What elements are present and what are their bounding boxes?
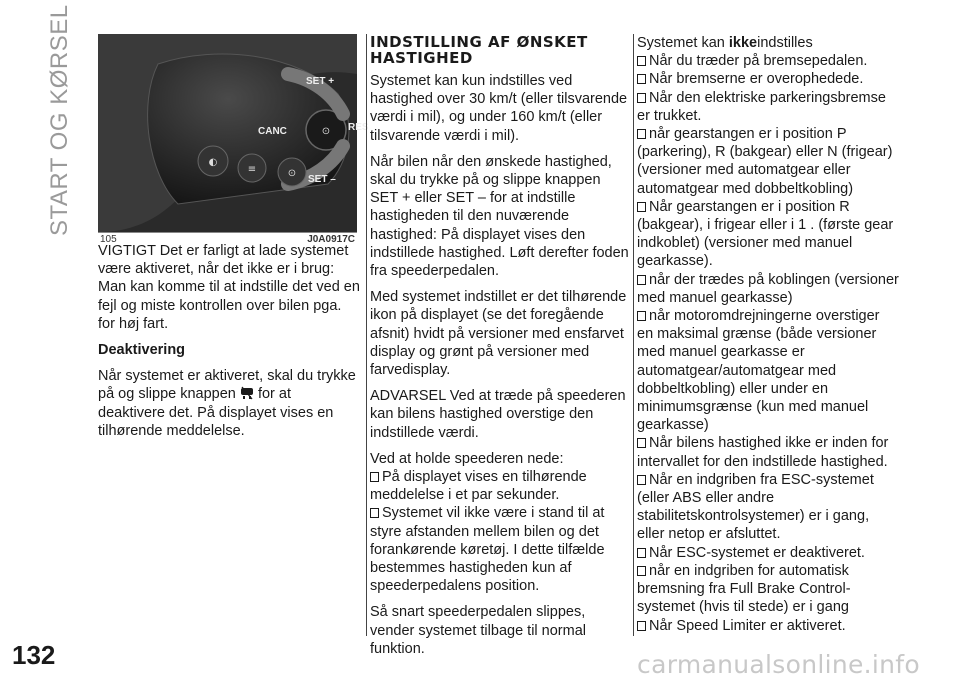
checkbox-bullet-icon xyxy=(637,475,646,485)
watermark: carmanualsonline.info xyxy=(637,650,920,679)
svg-text:⊙: ⊙ xyxy=(287,168,297,179)
paragraph-6: Så snart speederpedalen slippes, vender systemet tilbage til normal funktion. xyxy=(370,604,586,657)
list-item: Når den elektriske parkeringsbremse er trukket. xyxy=(637,89,886,124)
page-number: 132 xyxy=(12,640,56,670)
set-minus-label: SET – xyxy=(308,174,336,185)
column-divider-1 xyxy=(366,34,367,636)
res-label: RES xyxy=(348,122,369,133)
svg-text:◐: ◐ xyxy=(208,157,218,168)
list-item: Når bilens hastighed ikke er inden for intervallet for den indstillede hastighed. xyxy=(637,435,889,470)
checkbox-bullet-icon xyxy=(637,438,646,448)
list-item: Når gearstangen er i position R (bakgear), i frigear eller i 1 . (første gear indkoblet) (versioner med manuel gearkasse). xyxy=(637,198,894,270)
paragraph-4: ADVARSEL Ved at træde på speederen kan bilens hastighed overstige den indstillede værdi. xyxy=(370,388,626,441)
deactivation-heading: Deaktivering xyxy=(98,342,186,359)
list-item: når gearstangen er i position P (parkering), R (bakgear) eller N (frigear) (versioner med automatgear eller automatgear med dobbeltkobling) xyxy=(637,126,893,197)
checkbox-bullet-icon xyxy=(637,93,646,103)
checkbox-bullet-icon xyxy=(370,472,379,482)
steering-wheel-controls-figure xyxy=(98,34,369,232)
paragraph-2: Når bilen når den ønskede hastighed, skal du trykke på og slippe knappen SET + eller SET – for at indstille hastigheden til den nuværende hastighed: På displayet vises den indstillede hastighed. Løft derefter foden fra speederpedalen. xyxy=(370,153,629,280)
list-item: Når du træder på bremsepedalen. xyxy=(637,52,899,70)
paragraph-1: Systemet kan kun indstilles ved hastighed over 30 km/t (eller tilsvarende værdi i mil), og under 160 km/t (eller tilsvarende værdi i mil). xyxy=(370,73,628,144)
bullet-list xyxy=(370,468,632,595)
checkbox-bullet-icon xyxy=(637,311,646,321)
list-item: Når bremserne er overophedede. xyxy=(637,70,899,88)
list-item: Når Speed Limiter er aktiveret. xyxy=(637,617,899,635)
checkbox-bullet-icon xyxy=(637,548,646,558)
checkbox-bullet-icon xyxy=(637,202,646,212)
figure-number: 105 xyxy=(100,234,117,245)
list-item: Når en indgriben fra ESC-systemet (eller ABS eller andre stabilitetskontrolsystemer) er i gang, eller netop er afsluttet. xyxy=(637,471,874,543)
column-3 xyxy=(637,34,899,635)
intro-line: Systemet kan ikkeindstilles xyxy=(637,35,813,51)
checkbox-bullet-icon xyxy=(637,621,646,631)
svg-text:⊙: ⊙ xyxy=(321,126,331,137)
list-item: når der trædes på koblingen (versioner med manuel gearkasse) xyxy=(637,271,899,306)
checkbox-bullet-icon xyxy=(370,508,379,518)
column-divider-2 xyxy=(633,34,634,636)
paragraph-3: Med systemet indstillet er det tilhørende ikon på displayet (se det foregående afsnit) hvidt på versioner med ensfarvet display og grønt på versioner med farvedisplay. xyxy=(370,289,627,379)
list-item: når en indgriben for automatisk bremsning fra Full Brake Control-systemet (hvis til stede) er i gang xyxy=(637,562,851,616)
paragraph-5: Ved at holde speederen nede: xyxy=(370,450,564,467)
steering-wheel-illustration xyxy=(98,34,369,232)
checkbox-bullet-icon xyxy=(637,56,646,66)
checkbox-bullet-icon xyxy=(637,275,646,285)
column-1 xyxy=(98,242,360,448)
svg-text:≡: ≡ xyxy=(247,164,257,175)
checkbox-bullet-icon xyxy=(637,566,646,576)
side-section-title: START OG KØRSEL xyxy=(46,4,73,236)
warning-paragraph: VIGTIGT Det er farligt at lade systemet være aktiveret, når det ikke er i brug: Man kan komme til at indstille det ved en fejl og miste kontrollen over bilen pga. for høj fart. xyxy=(98,243,360,332)
cruise-cancel-icon xyxy=(240,386,254,400)
list-item: Systemet vil ikke være i stand til at styre afstanden mellem bilen og det forankørende køretøj. I dette tilfælde bestemmes hastigheden kun af speederpedalens position. xyxy=(370,505,605,595)
condition-list xyxy=(637,52,899,635)
column-2 xyxy=(370,34,632,666)
section-heading: INDSTILLING AF ØNSKET HASTIGHED xyxy=(370,33,588,67)
list-item: På displayet vises en tilhørende meddelelse i et par sekunder. xyxy=(370,469,587,504)
list-item: Når ESC-systemet er deaktiveret. xyxy=(637,544,899,562)
figure-code: J0A0917C xyxy=(307,234,355,245)
checkbox-bullet-icon xyxy=(637,74,646,84)
canc-label: CANC xyxy=(258,126,287,137)
list-item: når motoromdrejningerne overstiger en maksimal grænse (både versioner med manuel gearkasse er automatgear/automatgear med dobbeltkobling) eller under en minimumsgrænse (kun med manuel gearkasse) xyxy=(637,308,880,434)
checkbox-bullet-icon xyxy=(637,129,646,139)
deactivation-paragraph: Når systemet er aktiveret, skal du trykke på og slippe knappen for at deaktivere det. På displayet vises en tilhørende meddelelse. xyxy=(98,368,356,439)
set-plus-label: SET + xyxy=(306,76,335,87)
